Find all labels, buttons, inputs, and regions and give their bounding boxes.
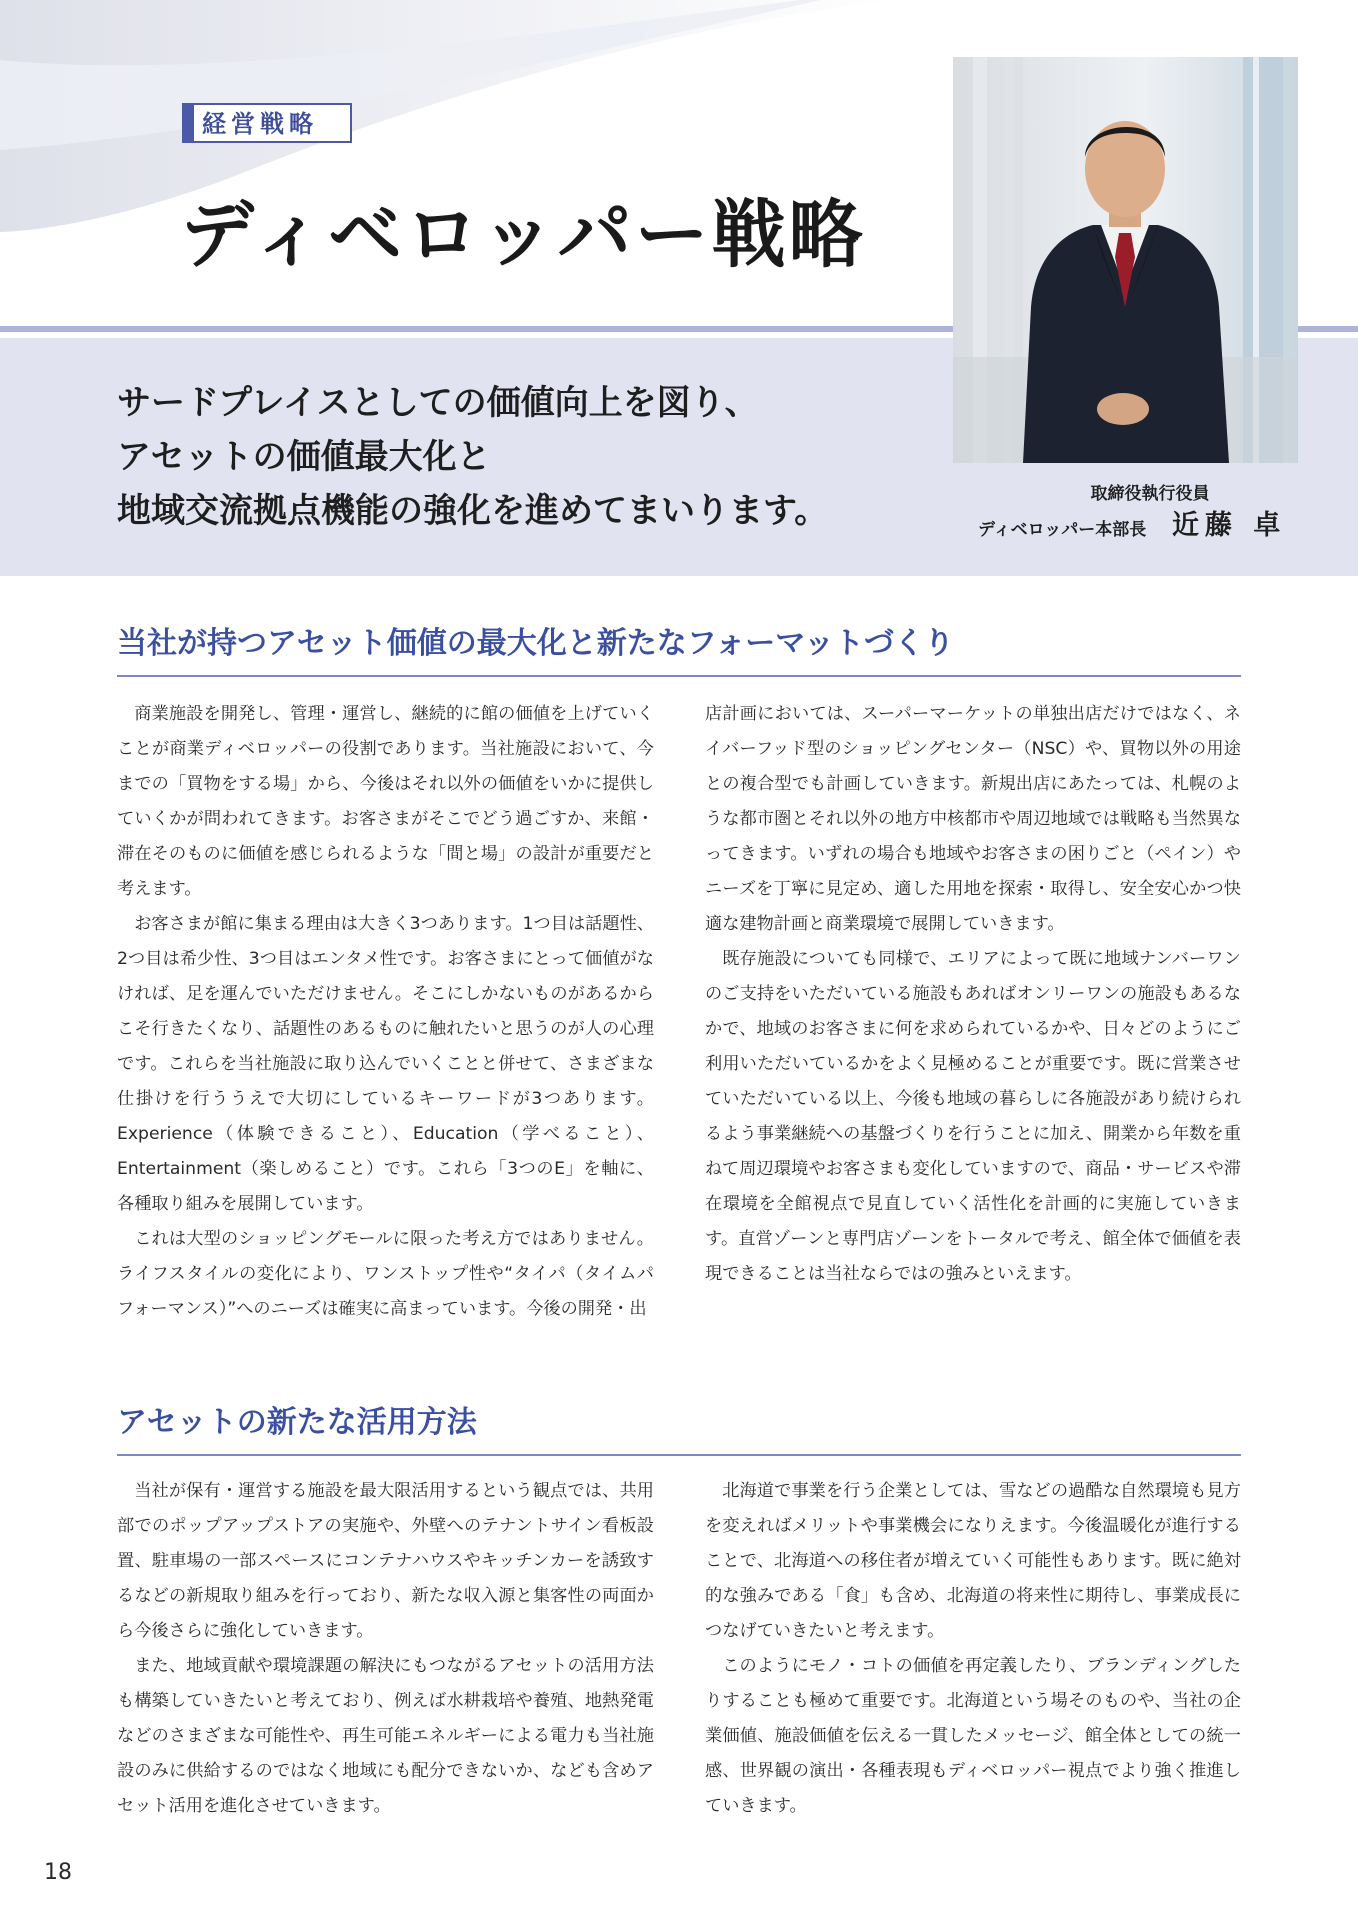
section-heading: 当社が持つアセット価値の最大化と新たなフォーマットづくり <box>117 626 954 661</box>
section-body-left <box>117 697 654 1327</box>
lead-message <box>117 376 828 538</box>
paragraph: このようにモノ・コトの価値を再定義したり、ブランディングしたりすることも極めて重要です。北海道という場そのものや、当社の企業価値、施設価値を伝える一貫したメッセージ、館全体としての統一感、世界観の演出・各種表現もディベロッパー視点でより強く推進していきます。 <box>705 1656 1241 1816</box>
paragraph: お客さまが館に集まる理由は大きく3つあります。1つ目は話題性、2つ目は希少性、3つ目はエンタメ性です。お客さまにとって価値がなければ、足を運んでいただけません。そこにしかないものがあるからこそ行きたくなり、話題性のあるものに触れたいと思うのが人の心理です。これらを当社施設に取り込んでいくことと併せて、さまざまな仕掛けを行ううえで大切にしているキーワードが3つあります。Experience（体験できること）、Education（学べること）、Entertainment（楽しめること）です。これら「3つのE」を軸に、各種取り組みを展開しています。 <box>117 914 654 1214</box>
executive-name: 近藤 卓 <box>1172 510 1287 541</box>
lead-line: アセットの価値最大化と <box>117 437 491 477</box>
executive-title: 取締役執行役員 <box>1090 484 1210 504</box>
section-divider <box>117 1454 1241 1456</box>
section-body-right <box>705 697 1241 1292</box>
paragraph: これは大型のショッピングモールに限った考え方ではありません。ライフスタイルの変化により、ワンストップ性や“タイパ（タイムパフォーマンス）”へのニーズは確実に高まっています。今後の開発・出 <box>117 1229 654 1319</box>
category-label: 経営戦略 <box>202 110 318 138</box>
section-divider <box>117 675 1241 677</box>
section-body-right <box>705 1474 1241 1824</box>
category-tag-bar <box>184 105 194 141</box>
page-title: ディベロッパー戦略 <box>180 192 866 278</box>
lead-line: 地域交流拠点機能の強化を進めてまいります。 <box>117 491 829 531</box>
section-body-left <box>117 1474 654 1824</box>
paragraph: 商業施設を開発し、管理・運営し、継続的に館の価値を上げていくことが商業ディベロッパーの役割であります。当社施設において、今までの「買物をする場」から、今後はそれ以外の価値をいかに提供していくかが問われてきます。お客さまがそこでどう過ごすか、来館・滞在そのものに価値を感じられるような「間と場」の設計が重要だと考えます。 <box>117 704 654 899</box>
paragraph: 北海道で事業を行う企業としては、雪などの過酷な自然環境も見方を変えればメリットや事業機会になりえます。今後温暖化が進行することで、北海道への移住者が増えていく可能性もあります。既に絶対的な強みである「食」も含め、北海道の将来性に期待し、事業成長につなげていきたいと考えます。 <box>705 1481 1241 1641</box>
category-tag <box>182 103 352 143</box>
paragraph: 既存施設についても同様で、エリアによって既に地域ナンバーワンのご支持をいただいている施設もあればオンリーワンの施設もあるなかで、地域のお客さまに何を求められているかや、日々どのようにご利用いただいているかをよく見極めることが重要です。既に営業させていただいている以上、今後も地域の暮らしに各施設があり続けられるよう事業継続への基盤づくりを行うことに加え、開業から年数を重ねて周辺環境やお客さまも変化していますので、商品・サービスや滞在環境を全館視点で見直していく活性化を計画的に実施していきます。直営ゾーンと専門店ゾーンをトータルで考え、館全体で価値を表現できることは当社ならではの強みといえます。 <box>705 949 1241 1284</box>
executive-department: ディベロッパー本部長 <box>978 520 1147 540</box>
paragraph: 店計画においては、スーパーマーケットの単独出店だけではなく、ネイバーフッド型のショッピングセンター（NSC）や、買物以外の用途との複合型でも計画していきます。新規出店にあたっては、札幌のような都市圏とそれ以外の地方中核都市や周辺地域では戦略も当然異なってきます。いずれの場合も地域やお客さまの困りごと（ペイン）やニーズを丁寧に見定め、適した用地を探索・取得し、安全安心かつ快適な建物計画と商業環境で展開していきます。 <box>705 704 1241 934</box>
paragraph: 当社が保有・運営する施設を最大限活用するという観点では、共用部でのポップアップストアの実施や、外壁へのテナントサイン看板設置、駐車場の一部スペースにコンテナハウスやキッチンカーを誘致するなどの新規取り組みを行っており、新たな収入源と集客性の両面から今後さらに強化していきます。 <box>117 1481 654 1641</box>
page-number: 18 <box>44 1860 72 1885</box>
paragraph: また、地域貢献や環境課題の解決にもつながるアセットの活用方法も構築していきたいと考えており、例えば水耕栽培や養殖、地熱発電などのさまざまな可能性や、再生可能エネルギーによる電力も当社施設のみに供給するのではなく地域にも配分できないか、なども含めアセット活用を進化させていきます。 <box>117 1656 654 1816</box>
executive-portrait <box>953 57 1298 463</box>
lead-line: サードプレイスとしての価値向上を図り、 <box>117 383 759 423</box>
section-heading: アセットの新たな活用方法 <box>117 1405 477 1440</box>
